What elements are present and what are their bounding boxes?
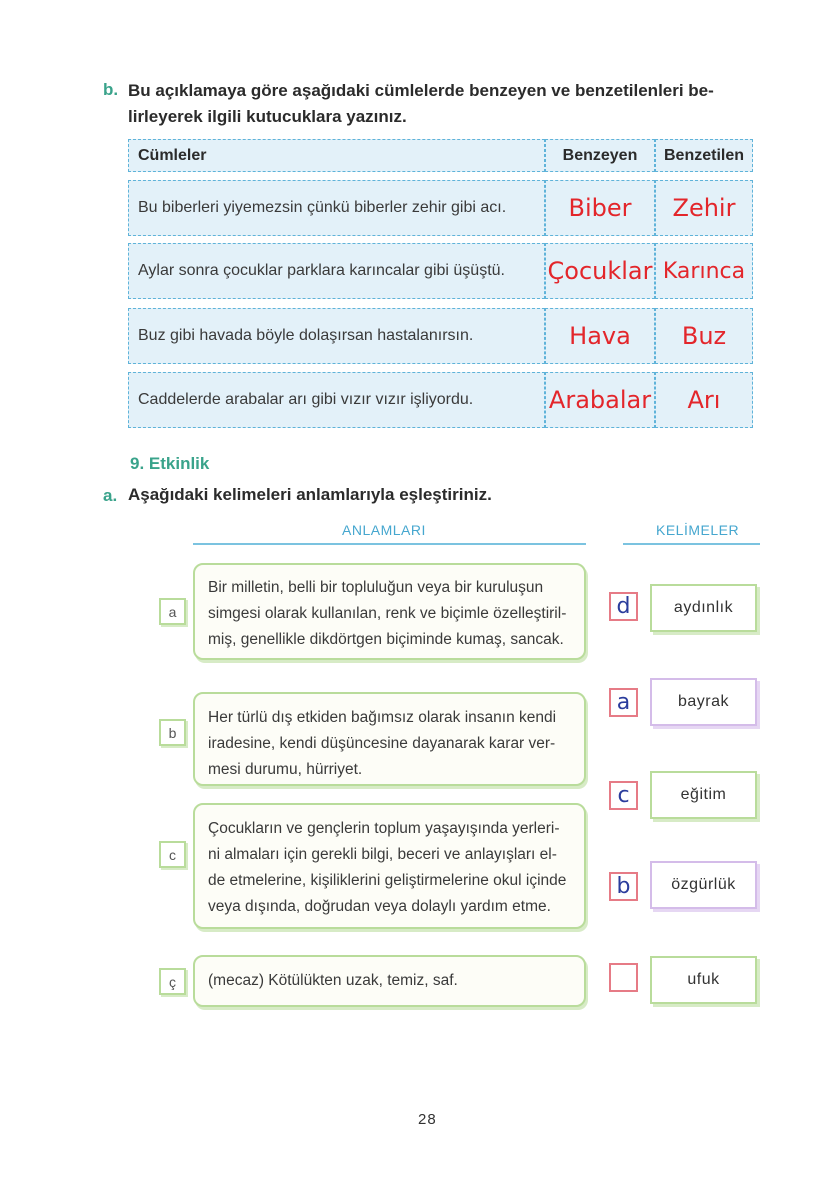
definition-letter: b [159,719,186,746]
definition-line: miş, genellikle dikdörtgen biçiminde kumaş, sancak. [208,631,564,648]
table-row-sentence: Bu biberleri yiyemezsin çünkü biberler zehir gibi acı. [128,180,545,236]
definition-box [193,955,586,1007]
column-header-words: KELİMELER [656,522,740,538]
page-number: 28 [418,1111,437,1128]
column-underline [623,543,760,545]
definition-line: iradesine, kendi düşüncesine dayanarak karar ver- [208,735,556,752]
word-box: aydınlık [650,584,757,632]
definition-letter: ç [159,968,186,995]
column-header-meanings: ANLAMLARI [342,522,426,538]
answer-input[interactable]: a [609,688,638,717]
definition-line: Her türlü dış etkiden bağımsız olarak insanın kendi [208,709,557,726]
answer-benzeyen[interactable]: Hava [545,308,655,364]
table-row-sentence: Buz gibi havada böyle dolaşırsan hastalanırsın. [128,308,545,364]
instruction-line-2: lirleyerek ilgili kutucuklara yazınız. [128,107,407,126]
question-b-instruction [128,78,758,130]
definition-letter: a [159,598,186,625]
answer-input[interactable]: c [609,781,638,810]
question-letter-a: a. [103,486,118,505]
definition-line: mesi durumu, hürriyet. [208,761,363,778]
definition-line: Çocukların ve gençlerin toplum yaşayışında yerleri- [208,820,560,837]
answer-input[interactable]: d [609,592,638,621]
definition-box [193,692,586,786]
header-benzeyen: Benzeyen [545,139,655,172]
definition-line: ni almaları için gerekli bilgi, beceri ve anlayışları el- [208,846,557,863]
answer-benzetilen[interactable]: Karınca [655,243,753,299]
definition-line: simgesi olarak kullanılan, renk ve biçimle özelleştiril- [208,605,567,622]
definition-line: veya dışında, doğrudan veya dolaylı yardım etme. [208,898,551,915]
header-sentences: Cümleler [128,139,545,172]
answer-benzeyen[interactable]: Arabalar [545,372,655,428]
definition-line: (mecaz) Kötülükten uzak, temiz, saf. [208,972,458,989]
definition-box [193,803,586,929]
answer-benzetilen[interactable]: Zehir [655,180,753,236]
activity-title: 9. Etkinlik [130,454,210,473]
word-box: özgürlük [650,861,757,909]
answer-input[interactable] [609,963,638,992]
definition-box [193,563,586,660]
answer-input[interactable]: b [609,872,638,901]
column-underline [193,543,586,545]
answer-benzetilen[interactable]: Buz [655,308,753,364]
word-box: bayrak [650,678,757,726]
definition-line: de etmelerine, kişiliklerini geliştirmelerine okul içinde [208,872,567,889]
word-box: ufuk [650,956,757,1004]
instruction-line-1: Bu açıklamaya göre aşağıdaki cümlelerde benzeyen ve benzetilenleri be- [128,81,714,100]
activity-instruction: Aşağıdaki kelimeleri anlamlarıyla eşleştiriniz. [128,485,492,504]
header-benzetilen: Benzetilen [655,139,753,172]
table-row-sentence: Caddelerde arabalar arı gibi vızır vızır işliyordu. [128,372,545,428]
question-letter-b: b. [103,80,119,99]
answer-benzetilen[interactable]: Arı [655,372,753,428]
answer-benzeyen[interactable]: Çocuklar [545,243,655,299]
answer-benzeyen[interactable]: Biber [545,180,655,236]
definition-letter: c [159,841,186,868]
table-row-sentence: Aylar sonra çocuklar parklara karıncalar gibi üşüştü. [128,243,545,299]
word-box: eğitim [650,771,757,819]
definition-line: Bir milletin, belli bir topluluğun veya bir kuruluşun [208,579,544,596]
